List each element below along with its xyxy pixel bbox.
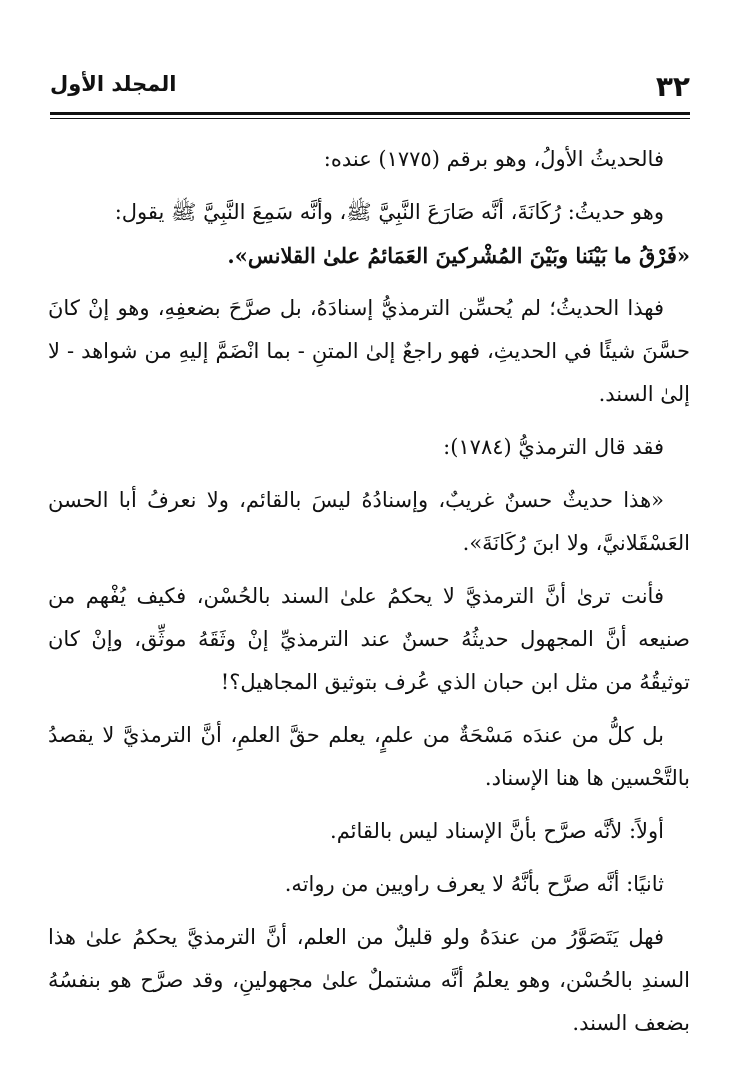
header-rule-thick: [50, 112, 690, 115]
paragraph: فهذا الحديثُ؛ لم يُحسِّن الترمذيُّ إسنادَهُ، بل صرَّحَ بضعفِهِ، وهو إنْ كانَ حسَّنَ شيئًا في الحديثِ، فهو راجعٌ إلىٰ المتنِ - بما انْضَمَّ إليهِ من شواهد - لا إلىٰ السند.: [48, 296, 690, 406]
page-header: [50, 66, 690, 106]
volume-title: المجلد الأول: [50, 72, 177, 96]
page-number: ٣٢: [655, 70, 690, 103]
paragraph: فأنت ترىٰ أنَّ الترمذيَّ لا يحكمُ علىٰ السند بالحُسْن، فكيف يُفْهم من صنيعه أنَّ المجهول حديثُهُ حسنٌ عند الترمذيِّ إنْ وثَقَهُ موثِّق، وإنْ كان توثيقُهُ من مثل ابن حبان الذي عُرف بتوثيق المجاهيل؟!: [48, 584, 690, 694]
paragraph: فالحديثُ الأولُ، وهو برقم (١٧٧٥) عنده:: [323, 147, 664, 171]
paragraph: فقد قال الترمذيُّ (١٧٨٤):: [443, 435, 664, 459]
header-rule-thin: [50, 118, 690, 119]
paragraph: وهو حديثُ: رُكَانَةَ، أنَّه صَارَعَ النَّبِيَّ ﷺ، وأنَّه سَمِعَ النَّبِيَّ ﷺ يقول:: [114, 200, 664, 224]
paragraph: فهل يَتَصَوَّرُ من عندَهُ ولو قليلٌ من العلم، أنَّ الترمذيَّ يحكمُ علىٰ هذا السندِ بالحُسْن، وهو يعلمُ أنَّه مشتملٌ علىٰ مجهولينِ، وقد صرَّح هو بنفسُهُ بضعف السند.: [48, 925, 690, 1035]
paragraph: أولاً: لأنَّه صرَّح بأنَّ الإسناد ليس بالقائم.: [330, 819, 664, 843]
tirmidhi-quote: «هذا حديثٌ حسنٌ غريبٌ، وإسنادُهُ ليسَ بالقائم، ولا نعرفُ أبا الحسن العَسْقَلانيَّ، ولا ابنَ رُكَانَةَ».: [48, 488, 690, 555]
body-text: [48, 138, 690, 1055]
paragraph: بل كلُّ من عندَه مَسْحَةٌ من علمٍ، يعلم حقَّ العلمِ، أنَّ الترمذيَّ لا يقصدُ بالتَّحْسين ها هنا الإسناد.: [48, 723, 690, 790]
hadith-quote: «فَرْقُ ما بَيْنَنا وبَيْنَ المُشْركينَ العَمَائمُ علىٰ القلانس».: [227, 243, 690, 268]
paragraph: ثانيًا: أنَّه صرَّح بأنَّهُ لا يعرف راويين من رواته.: [284, 872, 664, 896]
